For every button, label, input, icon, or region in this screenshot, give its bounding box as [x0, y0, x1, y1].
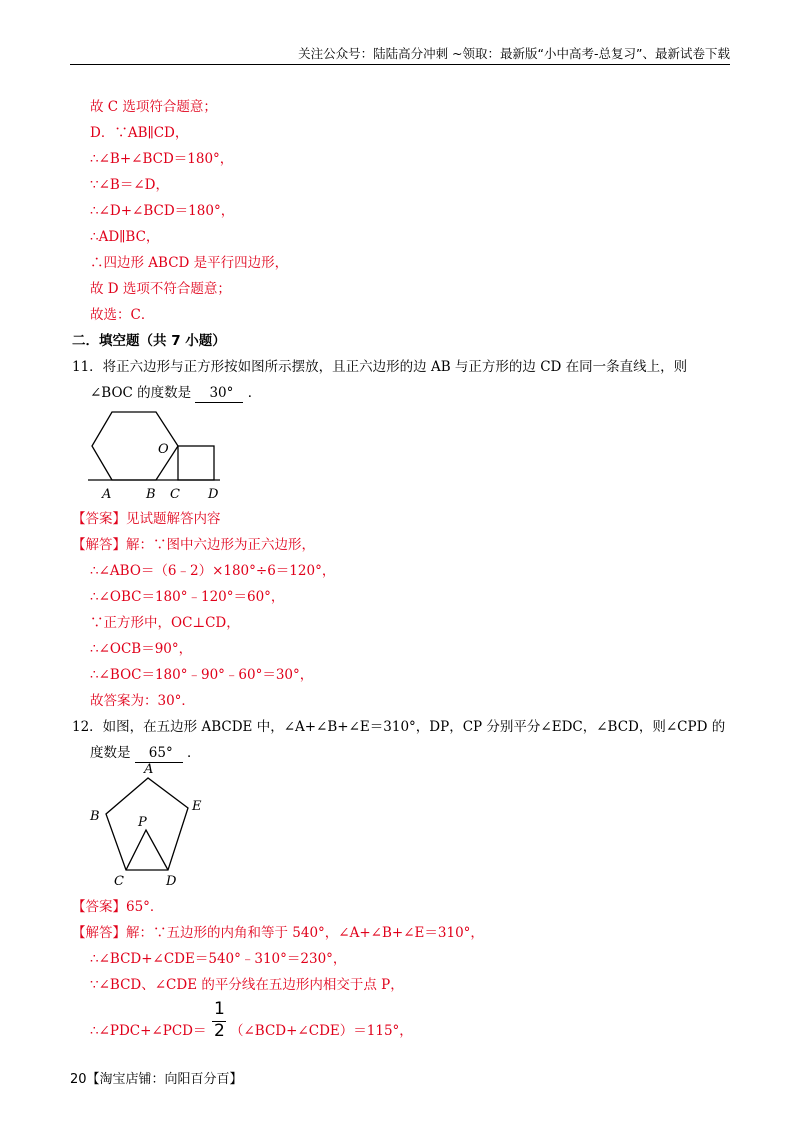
q12-solution-line: ∵∠BCD、∠CDE 的平分线在五边形内相交于点 P， — [90, 977, 404, 993]
pentagon-shape — [106, 778, 188, 870]
q11-figure — [80, 398, 240, 502]
q11-solution-line: ∴∠BOC＝180°﹣90°﹣60°＝30°， — [90, 667, 314, 683]
section-title: 二．填空题（共 7 小题） — [72, 333, 226, 349]
prev-solution-line: ∴AD∥BC， — [90, 229, 160, 245]
fraction-denominator: 2 — [214, 1021, 225, 1041]
label-D: D — [166, 874, 177, 889]
q11-solution-line: ∴∠OCB＝90°， — [90, 641, 193, 657]
q11-answer: 【答案】见试题解答内容 — [72, 511, 221, 527]
q11-answer-blank: 30° — [195, 384, 243, 403]
label-D: D — [208, 487, 219, 502]
q12-solution-line: 【解答】解：∵五边形的内角和等于 540°，∠A+∠B+∠E＝310°， — [72, 925, 484, 941]
page-header: 关注公众号：陆陆高分冲刺 ~领取：最新版“小中高考-总复习”、最新试卷下载 — [298, 46, 730, 61]
prev-solution-line: ∴∠B+∠BCD＝180°， — [90, 151, 234, 167]
shop-name: 【淘宝店铺：向阳百分百】 — [86, 1072, 243, 1087]
header-rule — [70, 64, 730, 65]
label-B: B — [146, 487, 156, 502]
bisector-lines — [126, 830, 168, 870]
square-shape — [178, 446, 214, 480]
q12-last-prefix: ∴∠PDC+∠PCD＝ — [90, 1023, 207, 1039]
q11-solution-line: ∵正方形中，OC⊥CD， — [90, 615, 240, 631]
label-A: A — [102, 487, 112, 502]
q11-solution-line: 【解答】解：∵图中六边形为正六边形， — [72, 537, 315, 553]
q12-text: 12．如图，在五边形 ABCDE 中，∠A+∠B+∠E＝310°，DP，CP 分别平分∠EDC，∠BCD，则∠CPD 的 — [72, 719, 726, 735]
q12-solution-line: ∴∠BCD+∠CDE＝540°﹣310°＝230°， — [90, 951, 347, 967]
prev-solution-line: ∴四边形 ABCD 是平行四边形， — [90, 255, 289, 271]
q12-answer: 【答案】65°． — [72, 899, 164, 915]
prev-solution-line: 故 D 选项不符合题意； — [90, 281, 231, 297]
page-number: 20 — [70, 1072, 87, 1087]
q11-prefix: ∠BOC 的度数是 — [90, 385, 192, 401]
label-A: A — [144, 762, 154, 777]
q12-answer-blank: 65° — [135, 744, 183, 763]
q11-solution-line: 故答案为：30°． — [90, 693, 195, 709]
page-footer — [70, 1068, 243, 1087]
label-C: C — [114, 874, 124, 889]
label-C: C — [170, 487, 180, 502]
q12-prefix: 度数是 — [90, 745, 131, 761]
q11-text: 11．将正六边形与正方形按如图所示摆放，且正六边形的边 AB 与正方形的边 CD 在同一条直线上，则 — [72, 359, 688, 375]
prev-solution-line: ∴∠D+∠BCD＝180°， — [90, 203, 235, 219]
prev-solution-line: 故选：C． — [90, 307, 155, 323]
prev-solution-line: 故 C 选项符合题意； — [90, 99, 217, 115]
label-O: O — [158, 442, 169, 457]
q11-solution-line: ∴∠OBC＝180°﹣120°＝60°， — [90, 589, 285, 605]
label-P: P — [138, 815, 147, 830]
fraction-numerator: 1 — [214, 999, 225, 1019]
prev-solution-line: ∵∠B＝∠D， — [90, 177, 169, 193]
q11-suffix: ． — [247, 385, 262, 401]
q11-solution-line: ∴∠ABO＝（6﹣2）×180°÷6＝120°， — [90, 563, 336, 579]
label-E: E — [192, 799, 202, 814]
q12-suffix: ． — [187, 745, 201, 761]
prev-solution-line: D．∵AB∥CD， — [90, 125, 189, 141]
q12-last-suffix: （∠BCD+∠CDE）＝115°， — [230, 1023, 413, 1039]
label-B: B — [90, 809, 100, 824]
q12-figure — [82, 758, 222, 890]
